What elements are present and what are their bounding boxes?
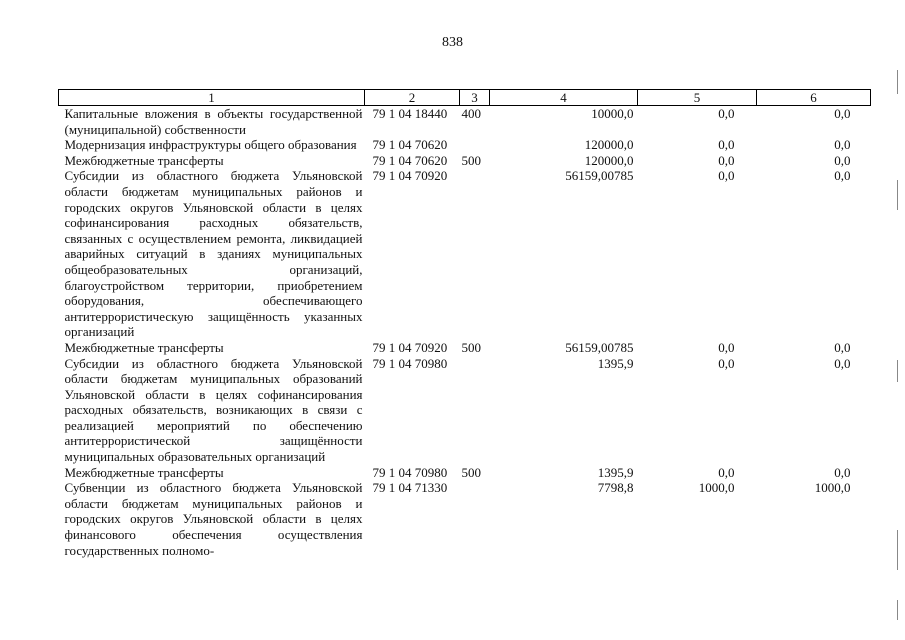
row-col6: 1000,0 xyxy=(814,480,851,496)
row-col5: 0,0 xyxy=(718,339,735,355)
row-vr xyxy=(460,168,490,340)
header-col-2: 2 xyxy=(365,90,460,106)
header-col-1: 1 xyxy=(59,90,365,106)
row-code: 79 1 04 70980 xyxy=(372,355,448,371)
row-col6: 0,0 xyxy=(834,152,851,168)
header-col-4: 4 xyxy=(490,90,638,106)
table-body xyxy=(59,106,871,559)
row-col5: 0,0 xyxy=(718,152,735,168)
table-row xyxy=(59,168,871,340)
row-code: 79 1 04 70620 xyxy=(372,137,448,153)
header-col-6: 6 xyxy=(757,90,871,106)
row-vr xyxy=(460,137,490,153)
row-col6: 0,0 xyxy=(834,339,851,355)
row-col5: 0,0 xyxy=(718,168,735,184)
budget-table xyxy=(58,89,871,558)
row-col6: 0,0 xyxy=(834,464,851,480)
row-name: Капитальные вложения в объекты государственной (муниципальной) собственности xyxy=(64,106,363,137)
row-col5: 1000,0 xyxy=(698,480,735,496)
row-col5: 0,0 xyxy=(718,355,735,371)
row-col5: 0,0 xyxy=(718,464,735,480)
row-col6: 0,0 xyxy=(834,355,851,371)
row-vr: 500 xyxy=(461,339,481,355)
row-col5: 0,0 xyxy=(718,106,735,121)
header-row xyxy=(59,90,871,106)
row-code: 79 1 04 70620 xyxy=(372,152,448,168)
table-row xyxy=(59,465,871,481)
row-col6: 0,0 xyxy=(834,168,851,184)
row-col4: 120000,0 xyxy=(584,137,634,153)
scan-margin-marks xyxy=(897,60,899,620)
table-row xyxy=(59,356,871,465)
table-header xyxy=(59,90,871,106)
row-code: 79 1 04 70980 xyxy=(372,464,448,480)
row-code: 79 1 04 18440 xyxy=(372,106,448,121)
row-name: Межбюджетные трансферты xyxy=(64,339,224,355)
row-col4: 1395,9 xyxy=(597,464,634,480)
header-col-3: 3 xyxy=(460,90,490,106)
table-row xyxy=(59,106,871,138)
row-vr: 500 xyxy=(461,152,481,168)
row-name: Модернизация инфраструктуры общего образования xyxy=(64,137,357,153)
row-vr: 500 xyxy=(461,464,481,480)
row-name: Межбюджетные трансферты xyxy=(64,152,224,168)
page-number: 838 xyxy=(442,35,463,50)
row-code: 79 1 04 71330 xyxy=(372,480,448,496)
row-name: Субвенции из областного бюджета Ульяновской области бюджетам муниципальных районов и городских округов Ульяновской области в целях финансового обеспечения осуществления государственных полномо- xyxy=(64,480,363,558)
row-name: Межбюджетные трансферты xyxy=(64,464,224,480)
row-code: 79 1 04 70920 xyxy=(372,339,448,355)
row-vr: 400 xyxy=(461,106,481,121)
row-col4: 56159,00785 xyxy=(565,168,634,184)
row-col5: 0,0 xyxy=(718,137,735,153)
row-col6: 0,0 xyxy=(834,137,851,153)
row-col4: 7798,8 xyxy=(597,480,634,496)
row-name: Субсидии из областного бюджета Ульяновской области бюджетам муниципальных образований Ульяновской области в целях софинансирования расходных обязательств, возникающих в связи с реализацией мероприятий по обеспечению антитеррористической защищённости муниципальных образовательных организаций xyxy=(64,355,363,465)
table-row xyxy=(59,340,871,356)
table-row xyxy=(59,137,871,153)
table-row xyxy=(59,153,871,169)
table-row xyxy=(59,480,871,558)
row-vr xyxy=(460,480,490,558)
row-code: 79 1 04 70920 xyxy=(372,168,448,184)
row-col6: 0,0 xyxy=(834,106,851,121)
row-name: Субсидии из областного бюджета Ульяновской области бюджетам муниципальных районов и городских округов Ульяновской области в целях софинансирования расходных обязательств, связанных с осуществлением ремонта, ликвидацией аварийных ситуаций в зданиях муниципальных общеобразовательных организаций, благоустройством территории, приобретением оборудования, обеспечивающего антитеррористическую защищённость указанных организаций xyxy=(64,168,363,340)
row-col4: 1395,9 xyxy=(597,355,634,371)
row-vr xyxy=(460,356,490,465)
header-col-5: 5 xyxy=(638,90,757,106)
row-col4: 10000,0 xyxy=(591,106,634,121)
row-col4: 120000,0 xyxy=(584,152,634,168)
row-col4: 56159,00785 xyxy=(565,339,634,355)
